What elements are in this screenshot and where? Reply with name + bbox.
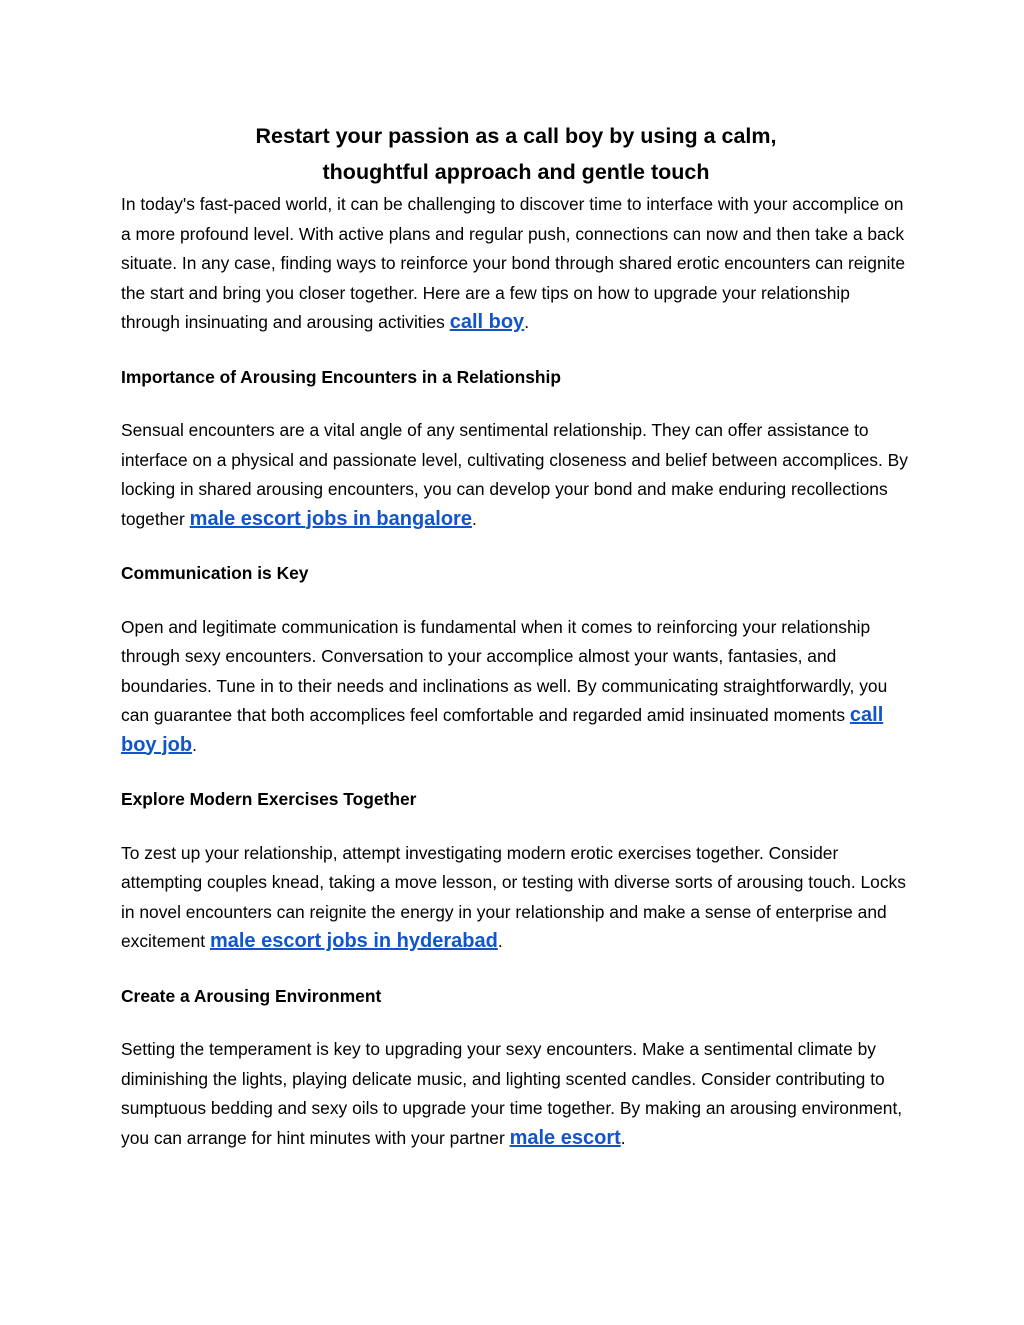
section-heading-explore: Explore Modern Exercises Together xyxy=(121,789,417,809)
male-escort-link[interactable]: male escort xyxy=(509,1126,621,1149)
paragraph-explore xyxy=(121,839,911,957)
call-boy-job-link[interactable]: call boy job xyxy=(121,704,884,756)
document xyxy=(121,118,911,1153)
male-escort-jobs-bangalore-link[interactable]: male escort jobs in bangalore xyxy=(189,507,472,530)
paragraph-text: To zest up your relationship, attempt investigating modern erotic exercises together. Consider attempting couples knead, taking a move lesson, or testing with diverse sorts of arousing touch. Locks in novel encounters can reignite the energy in your relationship and make a sense of enterprise and excitement xyxy=(121,842,906,951)
page-title xyxy=(121,118,911,190)
paragraph-end: . xyxy=(497,931,503,951)
section-heading-importance: Importance of Arousing Encounters in a Relationship xyxy=(121,366,561,387)
paragraph-environment xyxy=(121,1035,911,1153)
paragraph-intro xyxy=(121,190,911,338)
section-heading-environment: Create a Arousing Environment xyxy=(121,985,382,1006)
paragraph-text: Sensual encounters are a vital angle of any sentimental relationship. They can offer assistance to interface on a physical and passionate level, cultivating closeness and belief between accomplices. By locking in shared arousing encounters, you can develop your bond and make enduring recollections together xyxy=(121,420,908,529)
section-heading-communication: Communication is Key xyxy=(121,563,309,583)
paragraph-communication xyxy=(121,613,911,761)
paragraph-end: . xyxy=(620,1127,626,1148)
paragraph-text: In today's fast-paced world, it can be challenging to discover time to interface with your accomplice on a more profound level. With active plans and regular push, connections can now and then take a back situate. In any case, finding ways to reinforce your bond through shared erotic encounters can reignite the start and bring you closer together. Here are a few tips on how to upgrade your relationship through insinuating and arousing activities xyxy=(121,194,906,332)
call-boy-link[interactable]: call boy xyxy=(449,311,525,333)
paragraph-text: Open and legitimate communication is fundamental when it comes to reinforcing your relationship through sexy encounters. Conversation to your accomplice almost your wants, fantasies, and boundaries. Tune in to their needs and inclinations as well. By communicating straightforwardly, you can guarantee that both accomplices feel comfortable and regarded amid insinuated moments xyxy=(121,616,888,725)
paragraph-end: . xyxy=(524,312,530,332)
paragraph-end: . xyxy=(471,508,477,529)
title-line-1: Restart your passion as a call boy by using a calm, xyxy=(255,124,777,148)
paragraph-end: . xyxy=(192,734,197,755)
paragraph-importance xyxy=(121,416,911,534)
title-line-2: thoughtful approach and gentle touch xyxy=(322,160,710,184)
male-escort-jobs-hyderabad-link[interactable]: male escort jobs in hyderabad xyxy=(209,930,498,952)
paragraph-text: Setting the temperament is key to upgrading your sexy encounters. Make a sentimental climate by diminishing the lights, playing delicate music, and lighting scented candles. Consider contributing to sumptuous bedding and sexy oils to upgrade your time together. By making an arousing environment, you can arrange for hint minutes with your partner xyxy=(121,1039,903,1148)
